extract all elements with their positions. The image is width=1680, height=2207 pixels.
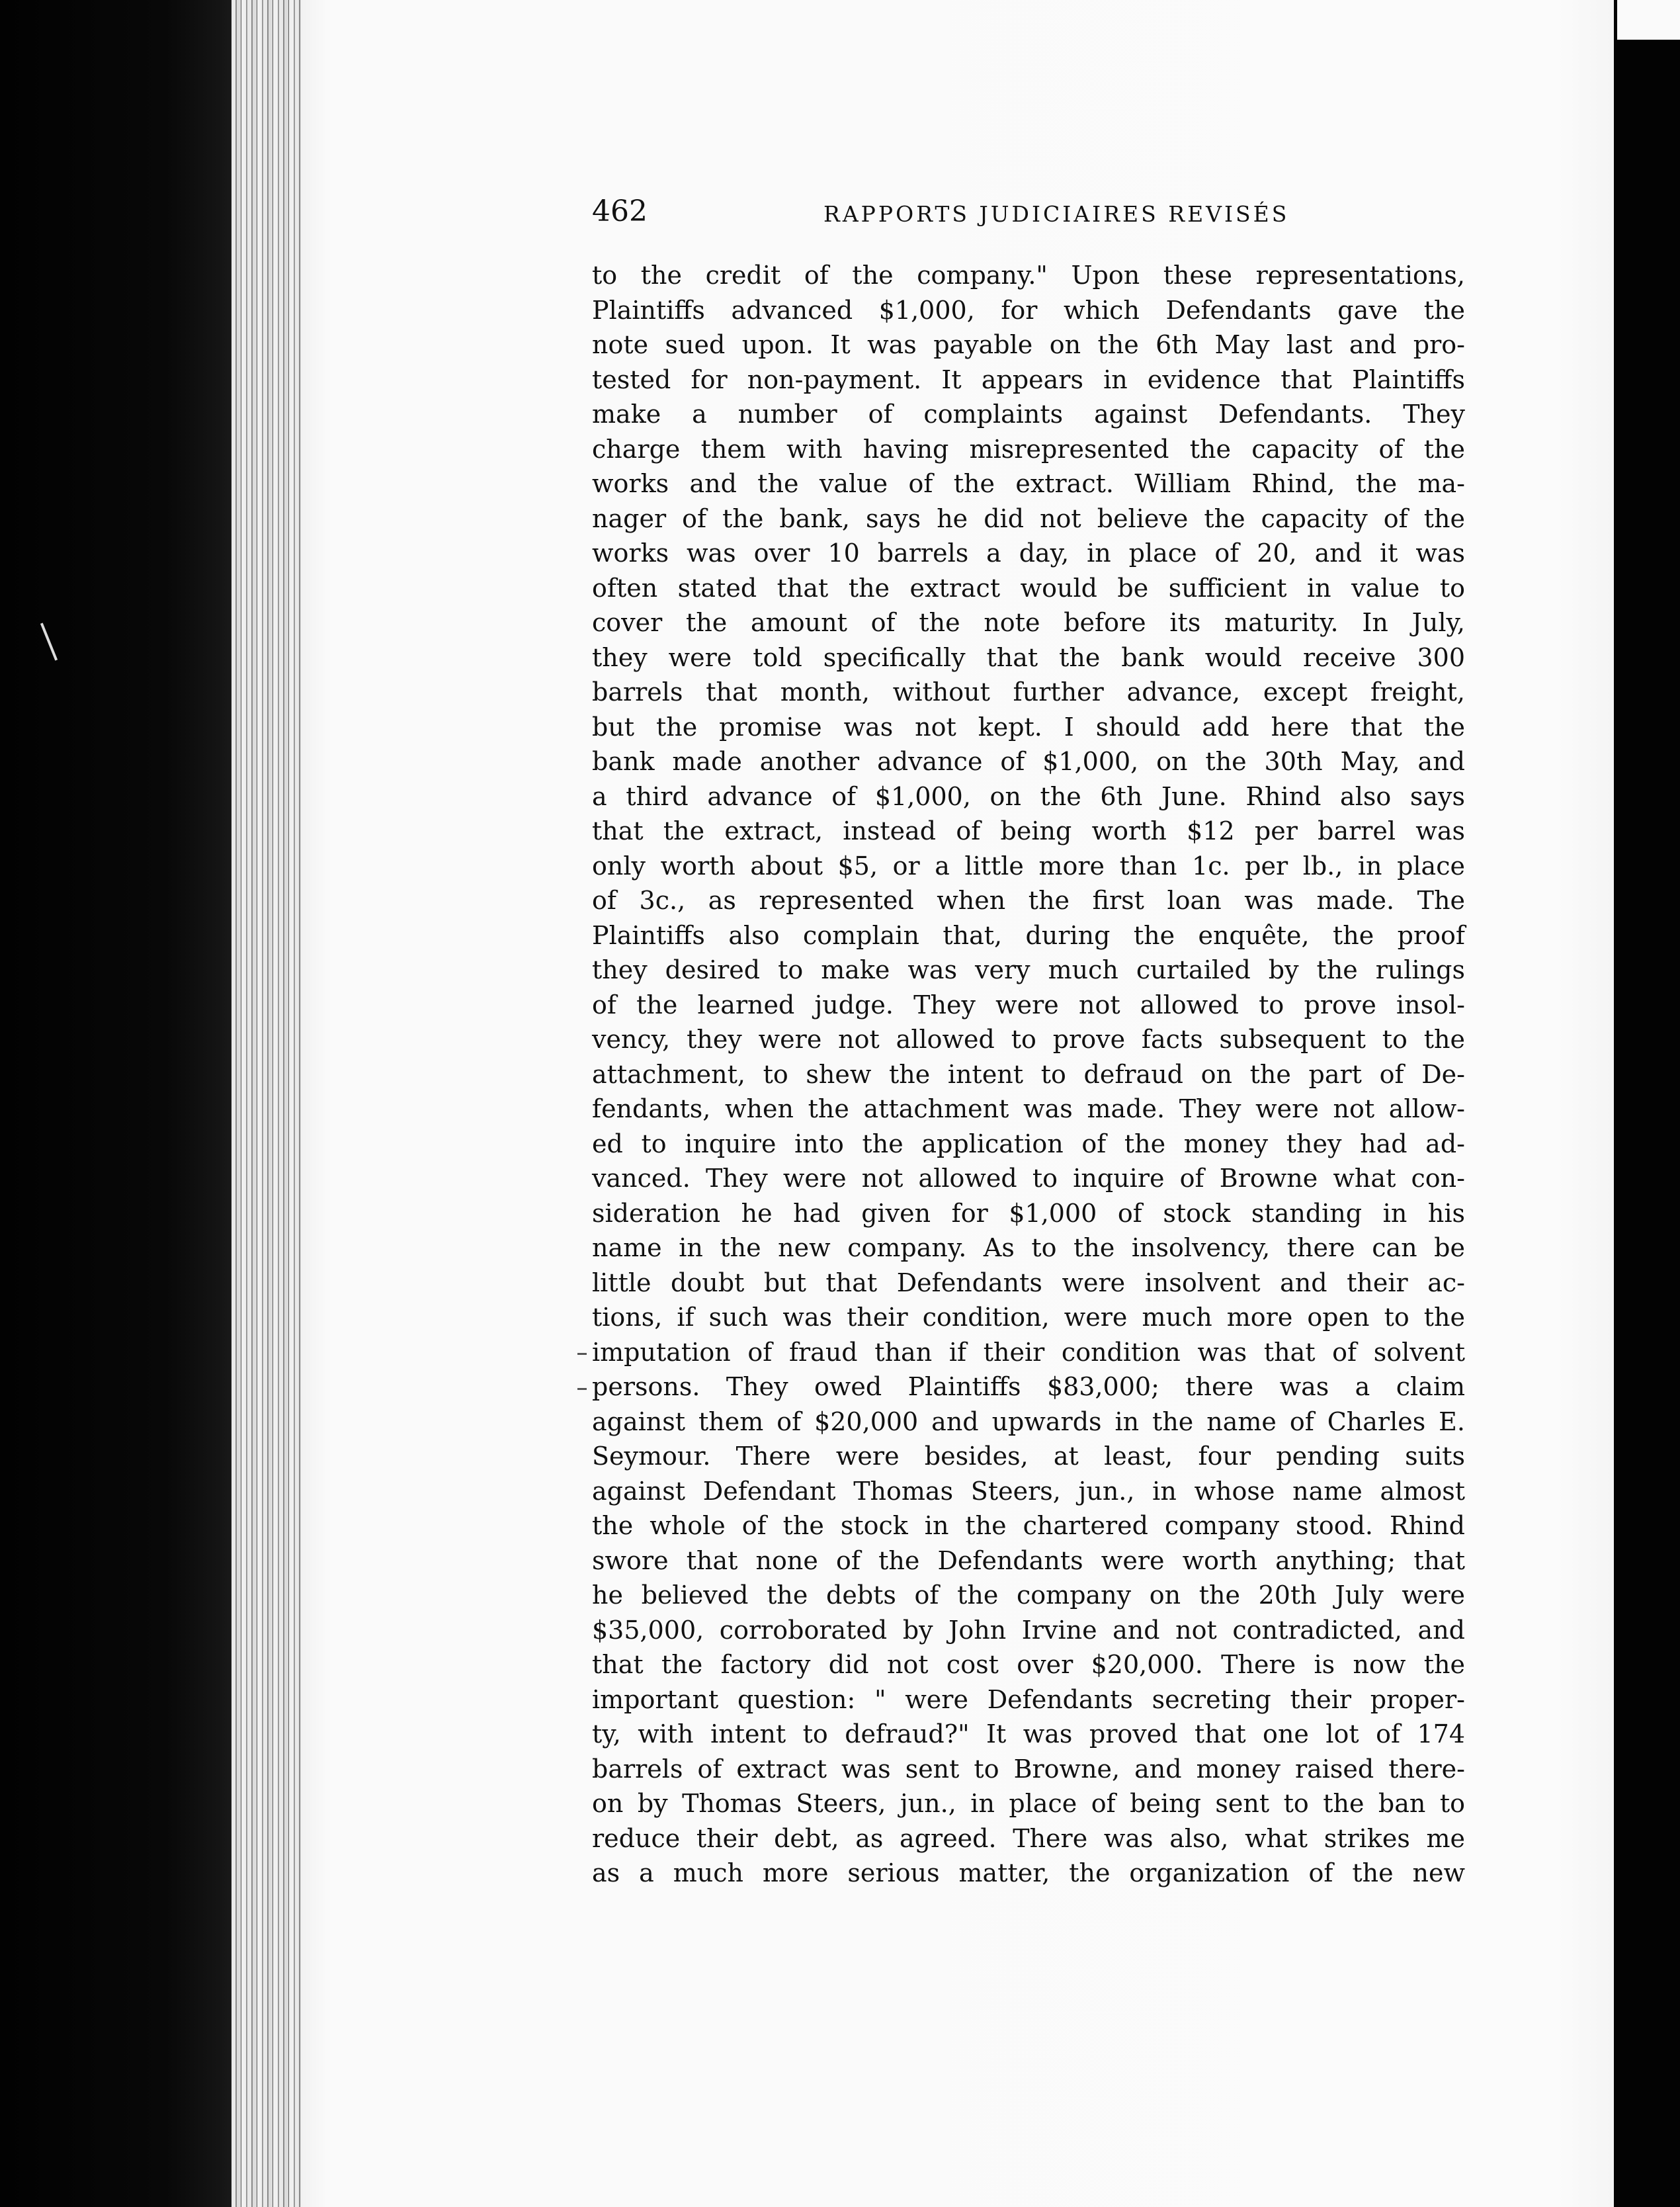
text-line: sideration he had given for $1,000 of stock standing in his <box>592 1198 1465 1228</box>
text-line: note sued upon. It was payable on the 6th May last and pro- <box>592 330 1465 359</box>
text-line: the whole of the stock in the chartered company stood. Rhind <box>592 1511 1465 1540</box>
text-line: fendants, when the attachment was made. They were not allow- <box>592 1094 1465 1123</box>
text-line: against Defendant Thomas Steers, jun., in whose name almost <box>592 1476 1465 1506</box>
text-line: Plaintiffs advanced $1,000, for which Defendants gave the <box>592 295 1465 325</box>
book-page-edges <box>231 0 304 2207</box>
text-line: charge them with having misrepresented the capacity of the <box>592 434 1465 464</box>
text-line: of the learned judge. They were not allowed to prove insol- <box>592 990 1465 1019</box>
text-line: make a number of complaints against Defendants. They <box>592 400 1465 429</box>
text-line: swore that none of the Defendants were worth anything; that <box>592 1545 1465 1575</box>
page-header <box>592 192 1472 232</box>
text-line: they desired to make was very much curtailed by the rulings <box>592 955 1465 984</box>
page-number: 462 <box>592 195 648 228</box>
text-line: vency, they were not allowed to prove facts subsequent to the <box>592 1025 1465 1054</box>
text-line: that the extract, instead of being worth $12 per barrel was <box>592 816 1465 845</box>
scanner-background <box>0 0 238 2207</box>
text-line: to the credit of the company." Upon these representations, <box>592 261 1465 290</box>
text-line: attachment, to shew the intent to defraud on the part of De- <box>592 1059 1465 1089</box>
text-line: reduce their debt, as agreed. There was also, what strikes me <box>592 1823 1465 1853</box>
text-line: barrels that month, without further advance, except freight, <box>592 677 1465 707</box>
text-line: persons. They owed Plaintiffs $83,000; there was a claim <box>592 1372 1465 1401</box>
text-line: little doubt but that Defendants were insolvent and their ac- <box>592 1268 1465 1297</box>
text-line: but the promise was not kept. I should add here that the <box>592 712 1465 742</box>
text-line: works was over 10 barrels a day, in place of 20, and it was <box>592 539 1465 568</box>
text-line: only worth about $5, or a little more than 1c. per lb., in place <box>592 851 1465 881</box>
text-line: he believed the debts of the company on the 20th July were <box>592 1580 1465 1610</box>
running-head: RAPPORTS JUDICIAIRES REVISÉS <box>823 201 1290 227</box>
text-line: Plaintiffs also complain that, during the enquête, the proof <box>592 920 1465 950</box>
text-line: imputation of fraud than if their condition was that of solvent <box>592 1337 1465 1367</box>
text-line: bank made another advance of $1,000, on the 30th May, and <box>592 747 1465 776</box>
text-line: cover the amount of the note before its maturity. In July, <box>592 608 1465 637</box>
text-line: vanced. They were not allowed to inquire of Browne what con- <box>592 1164 1465 1193</box>
text-line: barrels of extract was sent to Browne, and money raised there- <box>592 1754 1465 1784</box>
text-line: nager of the bank, says he did not believe the capacity of the <box>592 503 1465 533</box>
text-line: against them of $20,000 and upwards in the name of Charles E. <box>592 1406 1465 1436</box>
text-line: a third advance of $1,000, on the 6th June. Rhind also says <box>592 781 1465 811</box>
right-page-corner <box>1617 0 1680 40</box>
text-line: ty, with intent to defraud?" It was proved that one lot of 174 <box>592 1719 1465 1749</box>
text-line: they were told specifically that the bank would receive 300 <box>592 642 1465 672</box>
text-line: on by Thomas Steers, jun., in place of being sent to the ban to <box>592 1789 1465 1818</box>
margin-tick <box>577 1353 587 1355</box>
body-text <box>592 258 1465 1891</box>
text-line: $35,000, corroborated by John Irvine and not contradicted, and <box>592 1615 1465 1645</box>
text-line: tested for non-payment. It appears in evidence that Plaintiffs <box>592 365 1465 394</box>
text-line: that the factory did not cost over $20,000. There is now the <box>592 1650 1465 1679</box>
text-line: as a much more serious matter, the organization of the new <box>592 1858 1465 1887</box>
text-line: important question: " were Defendants secreting their proper- <box>592 1684 1465 1714</box>
text-line: works and the value of the extract. William Rhind, the ma- <box>592 469 1465 498</box>
text-line: ed to inquire into the application of the money they had ad- <box>592 1129 1465 1158</box>
margin-tick <box>577 1388 587 1390</box>
text-line: Seymour. There were besides, at least, four pending suits <box>592 1442 1465 1471</box>
text-line: name in the new company. As to the insolvency, there can be <box>592 1233 1465 1262</box>
right-page-edge <box>1614 0 1680 2207</box>
text-line: often stated that the extract would be sufficient in value to <box>592 573 1465 603</box>
text-line: tions, if such was their condition, were much more open to the <box>592 1303 1465 1332</box>
text-line: of 3c., as represented when the first loan was made. The <box>592 886 1465 915</box>
